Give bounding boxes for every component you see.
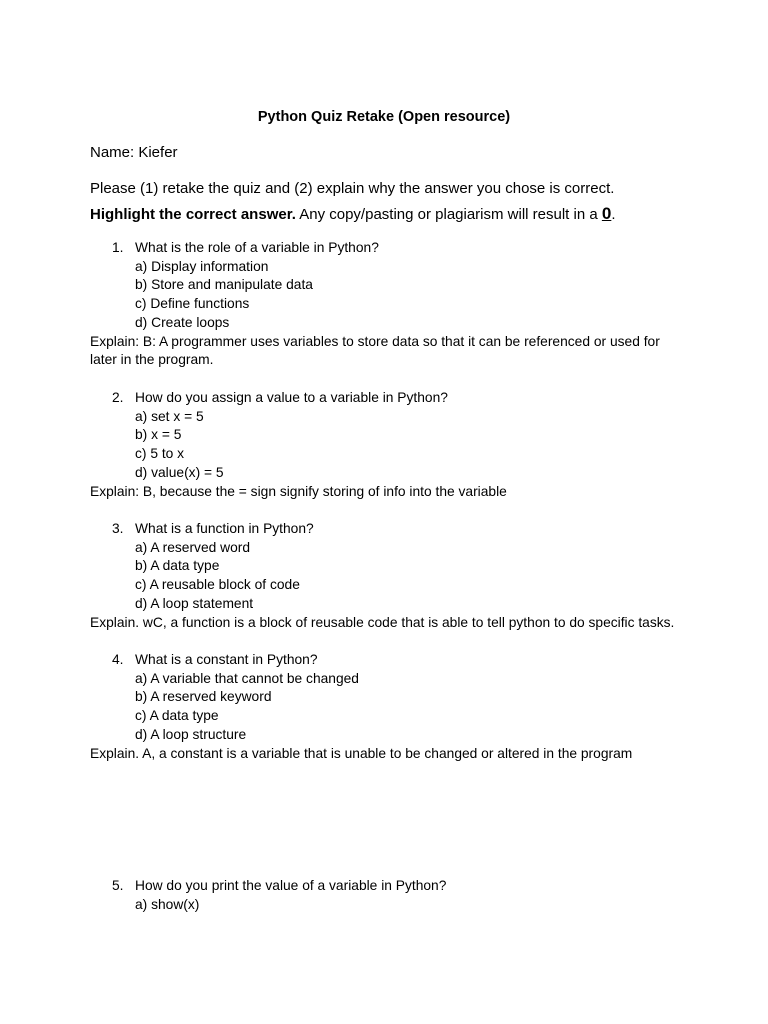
question-number: 3. [112, 521, 124, 536]
highlight-instruction: Highlight the correct answer. [90, 206, 296, 223]
question-number: 5. [112, 878, 124, 893]
question-text: What is a function in Python? [135, 521, 314, 536]
question-line [90, 239, 690, 258]
option: d) A loop statement [135, 595, 254, 611]
zero-grade: 0 [601, 204, 612, 223]
question-line [90, 520, 730, 539]
instructions-line-1: Please (1) retake the quiz and (2) explain why the answer you chose is correct. [90, 180, 615, 197]
option: d) Create loops [135, 314, 230, 330]
option: b) A reserved keyword [135, 689, 272, 705]
option: b) x = 5 [135, 427, 182, 443]
question-line [90, 389, 690, 408]
explanation: Explain. wC, a function is a block of reusable code that is able to tell python to do specific tasks. [90, 614, 675, 630]
explanation: Explain: B: A programmer uses variables to store data so that it can be referenced or used for later in the program. [90, 333, 660, 368]
option: a) set x = 5 [135, 408, 204, 424]
question-text: What is the role of a variable in Python? [135, 240, 379, 255]
option: c) A reusable block of code [135, 577, 300, 593]
period: . [611, 206, 616, 223]
student-name: Name: Kiefer [90, 144, 178, 161]
instructions-line-2 [90, 204, 616, 224]
option: a) A variable that cannot be changed [135, 670, 359, 686]
question-number: 4. [112, 652, 124, 667]
explanation: Explain. A, a constant is a variable that is unable to be changed or altered in the program [90, 745, 633, 761]
option: d) A loop structure [135, 726, 247, 742]
explanation: Explain: B, because the = sign signify storing of info into the variable [90, 483, 507, 499]
question-text: How do you print the value of a variable in Python? [135, 878, 447, 893]
question-5 [90, 877, 446, 914]
question-2 [90, 389, 690, 501]
question-text: What is a constant in Python? [135, 652, 318, 667]
question-text: How do you assign a value to a variable in Python? [135, 390, 448, 405]
option: a) A reserved word [135, 539, 251, 555]
question-1 [90, 239, 690, 370]
option: a) show(x) [135, 896, 200, 912]
page-title: Python Quiz Retake (Open resource) [257, 109, 511, 125]
option: b) Store and manipulate data [135, 277, 313, 293]
option: c) 5 to x [135, 446, 185, 462]
option: a) Display information [135, 258, 269, 274]
question-number: 2. [112, 390, 124, 405]
option: b) A data type [135, 558, 220, 574]
question-3 [90, 520, 730, 632]
question-line [90, 651, 730, 670]
question-4 [90, 651, 730, 763]
plagiarism-warning: Any copy/pasting or plagiarism will result in a [295, 206, 602, 223]
option: d) value(x) = 5 [135, 464, 224, 480]
option: c) A data type [135, 708, 219, 724]
question-number: 1. [112, 240, 124, 255]
option: c) Define functions [135, 296, 250, 312]
question-line [90, 877, 446, 896]
